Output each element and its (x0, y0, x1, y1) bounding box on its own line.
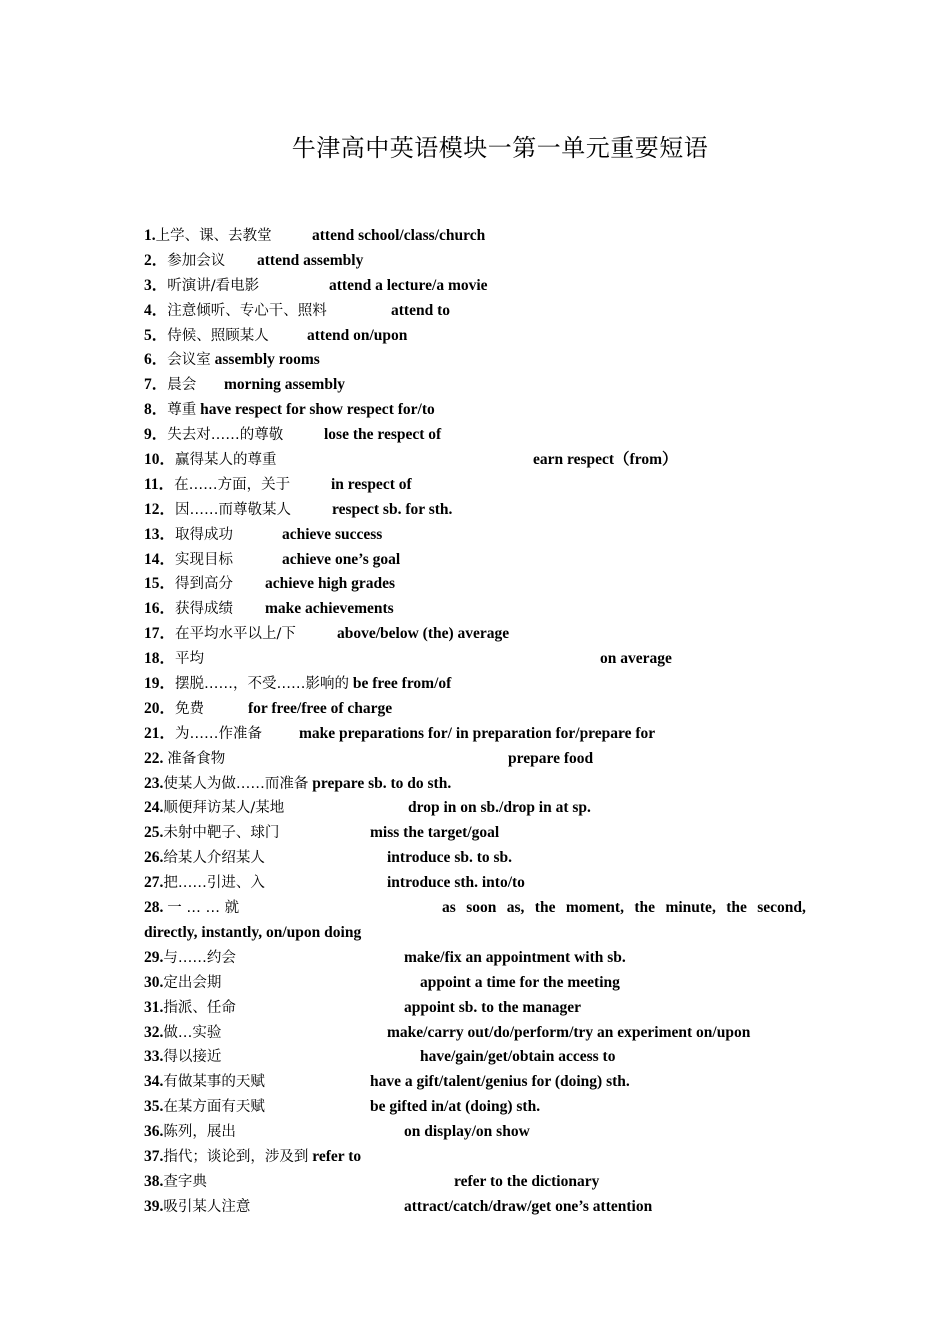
list-item (144, 324, 806, 349)
item-chinese: 注意倾听、专心干、照料 (167, 302, 327, 319)
item-number: 31. (144, 998, 164, 1016)
item-chinese: 在平均水平以上/下 (175, 626, 296, 643)
item-english: lose the respect of (324, 426, 442, 444)
item-number: 6． (144, 351, 168, 369)
item-chinese: 晨会 (167, 377, 197, 394)
list-item (144, 971, 806, 996)
item-number: 25. (144, 824, 164, 842)
item-chinese: 获得成绩 (175, 601, 234, 618)
item-english: prepare food (508, 749, 594, 767)
item-number: 17． (144, 625, 176, 643)
item-number: 36. (144, 1123, 164, 1141)
list-item (144, 772, 806, 797)
item-number: 9． (144, 426, 168, 444)
item-english: have a gift/talent/genius for (doing) sth. (370, 1073, 630, 1091)
item-number: 4． (144, 301, 168, 319)
item-chinese: 有做某事的天赋 (163, 1074, 265, 1091)
item-chinese: 平均 (175, 651, 205, 668)
item-number: 5． (144, 326, 168, 344)
list-item (144, 299, 806, 324)
item-chinese: 取得成功 (175, 526, 234, 543)
item-english: have respect for show respect for/to (200, 401, 435, 419)
list-item (144, 448, 806, 473)
item-number: 35. (144, 1098, 164, 1116)
list-item (144, 846, 806, 871)
list-item (144, 473, 806, 498)
list-item (144, 871, 806, 896)
list-item-continuation (144, 921, 806, 946)
list-item (144, 946, 806, 971)
item-chinese: 使某人为做……而准备 (163, 775, 309, 792)
item-chinese: 未射中靶子、球门 (163, 825, 280, 842)
item-english: refer to the dictionary (454, 1172, 600, 1190)
item-english: respect sb. for sth. (332, 500, 453, 518)
item-english: on average (600, 650, 672, 668)
list-item (144, 647, 806, 672)
list-item (144, 373, 806, 398)
item-chinese: 会议室 (167, 352, 211, 369)
item-chinese: 在某方面有天赋 (163, 1099, 265, 1116)
item-chinese: 陈列，展出 (163, 1124, 236, 1141)
list-item (144, 1195, 806, 1220)
list-item (144, 523, 806, 548)
item-english: appoint sb. to the manager (404, 998, 581, 1016)
list-item (144, 572, 806, 597)
item-english: attend on/upon (307, 326, 408, 344)
item-number: 23. (144, 774, 164, 792)
item-number: 38. (144, 1172, 164, 1190)
item-english: drop in on sb./drop in at sp. (408, 799, 591, 817)
item-number: 29. (144, 948, 164, 966)
phrase-list (144, 224, 806, 1220)
item-english: achieve high grades (265, 575, 396, 593)
item-number: 10． (144, 451, 176, 469)
item-number: 20． (144, 699, 176, 717)
item-chinese: 参加会议 (167, 252, 226, 269)
item-chinese: 免费 (175, 700, 205, 717)
item-english: be gifted in/at (doing) sth. (370, 1098, 541, 1116)
list-item (144, 597, 806, 622)
item-number: 15． (144, 575, 176, 593)
item-chinese: 与……约会 (163, 949, 236, 966)
list-item (144, 1145, 806, 1170)
item-english: introduce sth. into/to (387, 874, 525, 892)
item-english: achieve success (282, 525, 383, 543)
item-number: 14． (144, 550, 176, 568)
item-english: for free/free of charge (248, 699, 393, 717)
item-english: attend school/class/church (312, 227, 486, 244)
item-chinese: 听演讲/看电影 (167, 277, 260, 294)
item-english: assembly rooms (214, 351, 320, 369)
item-number: 12． (144, 500, 176, 518)
item-chinese: 吸引某人注意 (163, 1198, 251, 1215)
list-item (144, 498, 806, 523)
list-item (144, 1095, 806, 1120)
list-item (144, 1070, 806, 1095)
item-number: 33. (144, 1048, 164, 1066)
list-item (144, 747, 806, 772)
item-chinese: 为……作准备 (175, 725, 263, 742)
item-english: achieve one’s goal (282, 550, 401, 568)
item-number: 27. (144, 874, 164, 892)
item-number: 1. (144, 227, 156, 244)
list-item (144, 1021, 806, 1046)
item-english: above/below (the) average (337, 625, 510, 643)
list-item (144, 249, 806, 274)
item-number: 28. (144, 899, 168, 917)
item-chinese: 指派、任命 (163, 999, 236, 1016)
list-item (144, 548, 806, 573)
item-chinese: 一 … … 就 (167, 900, 240, 917)
list-item (144, 672, 806, 697)
item-number: 18． (144, 650, 176, 668)
list-item (144, 1045, 806, 1070)
list-item (144, 821, 806, 846)
item-number: 21． (144, 724, 176, 742)
item-number: 16． (144, 600, 176, 618)
item-english: on display/on show (404, 1123, 530, 1141)
item-number: 3． (144, 276, 168, 294)
list-item (144, 796, 806, 821)
item-english: attract/catch/draw/get one’s attention (404, 1197, 653, 1215)
list-item (144, 697, 806, 722)
item-number: 30. (144, 973, 164, 991)
list-item (144, 423, 806, 448)
item-number: 22. (144, 749, 168, 767)
list-item (144, 398, 806, 423)
item-number: 19． (144, 675, 176, 693)
item-english: in respect of (331, 475, 412, 493)
item-chinese: 尊重 (167, 402, 197, 419)
item-english: appoint a time for the meeting (420, 973, 620, 991)
list-item (144, 1170, 806, 1195)
item-english: attend a lecture/a movie (329, 276, 488, 294)
list-item (144, 274, 806, 299)
list-item (144, 348, 806, 373)
list-item (144, 224, 806, 249)
item-english: earn respect（from） (533, 451, 678, 469)
item-chinese: 在……方面，关于 (174, 476, 291, 493)
item-chinese: 得以接近 (163, 1049, 222, 1066)
item-chinese: 顺便拜访某人/某地 (163, 800, 285, 817)
item-chinese: 得到高分 (175, 576, 234, 593)
item-chinese: 把……引进、入 (163, 875, 265, 892)
item-english: refer to (312, 1147, 362, 1165)
item-chinese: 给某人介绍某人 (163, 850, 265, 867)
item-english: be free from/of (352, 675, 452, 693)
list-item (144, 996, 806, 1021)
item-english: as soon as, the moment, the minute, the second, (442, 899, 806, 917)
item-number: 37. (144, 1147, 164, 1165)
item-english: have/gain/get/obtain access to (420, 1048, 616, 1066)
item-chinese: 指代；谈论到，涉及到 (163, 1148, 309, 1165)
item-english: prepare sb. to do sth. (312, 774, 452, 792)
item-english: attend to (391, 301, 450, 319)
item-chinese: 准备食物 (167, 750, 226, 767)
item-chinese: 实现目标 (175, 551, 234, 568)
item-number: 32. (144, 1023, 164, 1041)
item-english: miss the target/goal (370, 824, 500, 842)
item-chinese: 上学、课、去教堂 (155, 228, 272, 244)
item-english: morning assembly (224, 376, 345, 394)
item-english: introduce sb. to sb. (387, 849, 513, 867)
list-item (144, 622, 806, 647)
item-chinese: 查字典 (163, 1173, 207, 1190)
item-chinese: 赢得某人的尊重 (175, 452, 277, 469)
item-number: 39. (144, 1197, 164, 1215)
item-chinese: 做…实验 (163, 1024, 222, 1041)
item-chinese: 失去对……的尊敬 (167, 427, 284, 444)
item-chinese: 侍候、照顾某人 (167, 327, 269, 344)
page-title: 牛津高中英语模块一第一单元重要短语 (291, 134, 709, 162)
item-number: 11． (144, 475, 175, 493)
list-item (144, 896, 806, 921)
list-item (144, 722, 806, 747)
item-english: make/carry out/do/perform/try an experiment on/upon (387, 1023, 751, 1041)
item-chinese: 因……而尊敬某人 (175, 501, 292, 518)
item-english: make achievements (265, 600, 394, 618)
item-number: 26. (144, 849, 164, 867)
item-english: make/fix an appointment with sb. (404, 948, 626, 966)
item-number: 8． (144, 401, 168, 419)
item-chinese: 定出会期 (163, 974, 222, 991)
item-english: make preparations for/ in preparation for/prepare for (299, 724, 656, 742)
item-number: 13． (144, 525, 176, 543)
item-number: 2． (144, 251, 168, 269)
item-english: directly, instantly, on/upon doing (144, 923, 362, 941)
item-chinese: 摆脱……，不受……影响的 (175, 676, 350, 693)
item-number: 7． (144, 376, 168, 394)
item-english: attend assembly (257, 251, 364, 269)
item-number: 24. (144, 799, 164, 817)
list-item (144, 1120, 806, 1145)
item-number: 34. (144, 1073, 164, 1091)
